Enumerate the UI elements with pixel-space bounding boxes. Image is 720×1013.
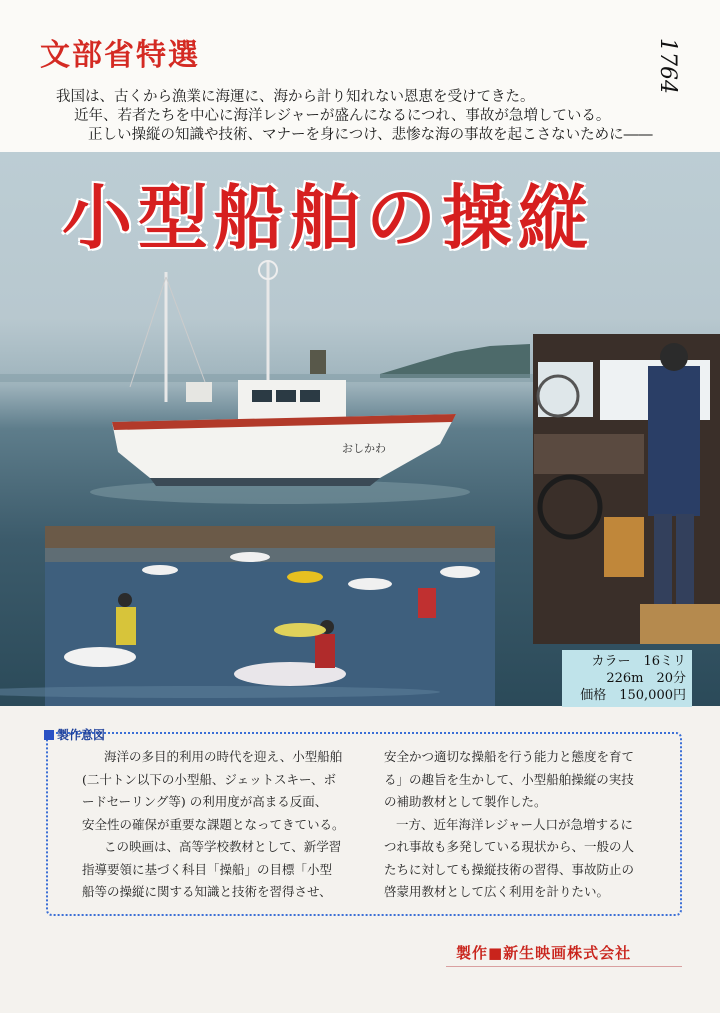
wheelhouse-window <box>538 362 593 417</box>
jetski-shape <box>64 647 136 667</box>
square-bullet-icon <box>44 730 54 740</box>
hero-photo <box>0 152 720 706</box>
production-credit: 製作■新生映画株式会社 <box>456 944 632 962</box>
text-line: (二十トン以下の小型船、ジェットスキー、ボ <box>82 771 337 787</box>
hull-bottom <box>150 478 380 486</box>
info-price: 価格 150,000円 <box>580 688 686 703</box>
cabin-window <box>300 390 320 402</box>
jetski-shape <box>142 565 178 575</box>
wheelhouse-deck <box>640 604 720 644</box>
rider-suit <box>418 588 436 618</box>
rider-vest <box>116 607 136 645</box>
text-line: の補助教材として製作した。 <box>384 794 547 809</box>
text-line: る」の趣旨を生かして、小型船舶操縦の実技 <box>384 771 634 787</box>
helmsman-leg <box>654 514 672 606</box>
jetski-shape <box>230 552 270 562</box>
header-area <box>0 0 720 152</box>
boat-name-label: おしかわ <box>342 442 386 455</box>
intro-line: 近年、若者たちを中心に海洋レジャーが盛んになるにつれ、事故が急増している。 <box>74 108 611 124</box>
rigging-line <box>130 277 166 387</box>
text-line: つれ事故も多発している現状から、一般の人 <box>384 839 635 854</box>
mountain-shape <box>380 344 530 378</box>
text-line: 啓蒙用教材として広く利用を計りたい。 <box>384 884 610 899</box>
text-line: 船等の操縦に関する知識と技術を習得させ、 <box>82 884 332 899</box>
shoreline <box>45 548 495 562</box>
boat-deckhouse <box>186 382 212 402</box>
info-length: 226m 20分 <box>606 671 686 686</box>
text-line: 安全性の確保が重要な課題となってきている。 <box>82 816 345 832</box>
section-heading-text: 製作意図 <box>57 728 106 742</box>
console-cabinet <box>604 517 644 577</box>
text-line: たちに対しても操縦技術の習得、事故防止の <box>384 861 635 877</box>
jetski-shape <box>287 571 323 583</box>
jetski-shape <box>440 566 480 578</box>
info-format: カラー 16ミリ <box>591 654 686 669</box>
jetski-shape <box>274 623 326 637</box>
intro-line: 正しい操縦の知識や技術、マナーを身につけ、悲惨な海の事故を起こさないために―― <box>88 127 653 143</box>
text-line: 指導要領に基づく科目「操船」の目標「小型 <box>82 861 333 877</box>
text-line: この映画は、高等学校教材として、新学習 <box>104 839 342 854</box>
cabin-window <box>276 390 296 402</box>
intro-line: 我国は、古くから漁業に海運に、海から計り知れない恩恵を受けてきた。 <box>56 89 535 105</box>
rigging-line <box>166 277 205 382</box>
beach-crowd <box>45 526 495 548</box>
rider-suit <box>315 634 335 668</box>
text-line: 安全かつ適切な操船を行う能力と態度を育て <box>384 749 635 764</box>
film-title: 小型船舶の操縦 <box>62 177 594 259</box>
helmsman-body <box>648 366 700 516</box>
handwritten-annotation: 1764 <box>655 38 680 94</box>
section-heading <box>44 726 105 743</box>
text-line: 海洋の多目的利用の時代を迎え、小型船舶 <box>104 749 343 764</box>
text-line: 一方、近年海洋レジャー人口が急増するに <box>396 816 633 832</box>
console-panel <box>534 434 644 474</box>
helmsman-head <box>660 343 688 371</box>
intent-right-column <box>384 746 634 904</box>
intent-left-column <box>82 746 345 904</box>
text-line: ードセーリング等) の利用度が高まる反面、 <box>82 794 328 809</box>
boat-funnel <box>310 350 326 374</box>
credit-underline <box>446 966 682 967</box>
rider-head <box>118 593 132 607</box>
film-info-box <box>562 650 692 707</box>
special-selection-badge: 文部省特選 <box>40 38 200 73</box>
helmsman-leg <box>676 514 694 606</box>
cabin-window <box>252 390 272 402</box>
jetski-shape <box>348 578 392 590</box>
